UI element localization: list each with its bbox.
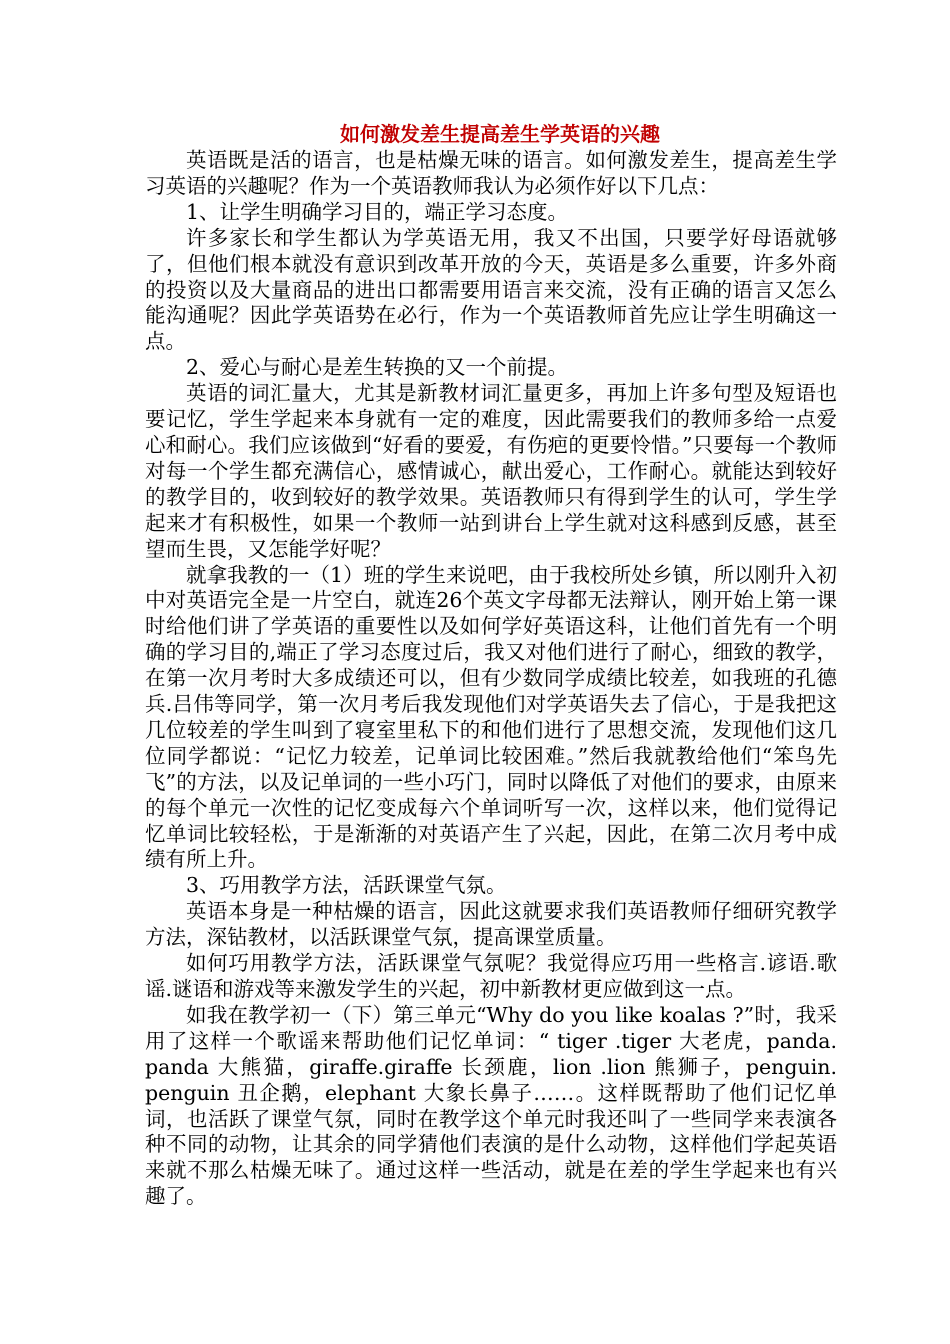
paragraph-point-1: 许多家长和学生都认为学英语无用，我又不出国，只要学好母语就够了，但他们根本就没有意识到改革开放的今天，英语是多么重要，许多外商的投资以及大量商品的进出口都需要用语言来交流，没有正确的语言又怎么能沟通呢？因此学英语势在必行，作为一个英语教师首先应让学生明确这一点。 bbox=[145, 225, 837, 354]
heading-point-1: 1、让学生明确学习目的，端正学习态度。 bbox=[186, 199, 569, 224]
document-body bbox=[145, 120, 837, 1210]
paragraph-song-example: 如我在教学初一（下）第三单元“Why do you like koalas ?”时，我采用了这样一个歌谣来帮助他们记忆单词：“ tiger .tiger 大老虎，panda. panda 大熊猫，giraffe.giraffe 长颈鹿，lion .lion 熊狮子，penguin. penguin 丑企鹅，elephant 大象长鼻子……。这样既帮助了他们记忆单词，也活跃了课堂气氛，同时在教学这个单元时我还叫了一些同学来表演各种不同的动物，让其余的同学猜他们表演的是什么动物，这样他们学起英语来就不那么枯燥无味了。通过这样一些活动，就是在差的学生学起来也有兴趣了。 bbox=[145, 1002, 837, 1209]
paragraph-intro: 英语既是活的语言，也是枯燥无味的语言。如何激发差生，提高差生学习英语的兴趣呢？作为一个英语教师我认为必须作好以下几点： bbox=[145, 148, 837, 198]
document-title: 如何激发差生提高差生学英语的兴趣 bbox=[340, 122, 660, 146]
heading-point-3: 3、巧用教学方法，活跃课堂气氛。 bbox=[186, 873, 507, 898]
paragraph-methods: 如何巧用教学方法，活跃课堂气氛呢？我觉得应巧用一些格言.谚语.歌谣.谜语和游戏等来激发学生的兴起，初中新教材更应做到这一点。 bbox=[145, 951, 837, 1001]
heading-point-2: 2、爱心与耐心是差生转换的又一个前提。 bbox=[186, 355, 569, 380]
paragraph-example-class: 就拿我教的一（1）班的学生来说吧，由于我校所处乡镇，所以刚升入初中对英语完全是一片空白，就连26个英文字母都无法辩认，刚开始上第一课时给他们讲了学英语的重要性以及如何学好英语这科，让他们首先有一个明确的学习目的,端正了学习态度过后，我又对他们进行了耐心，细致的教学，在第一次月考时大多成绩还可以，但有少数同学成绩比较差，如我班的孔德兵.吕伟等同学，第一次月考后我发现他们对学英语失去了信心，于是我把这几位较差的学生叫到了寝室里私下的和他们进行了思想交流，发现他们这几位同学都说：“记忆力较差，记单词比较困难。”然后我就教给他们“笨鸟先飞”的方法，以及记单词的一些小巧门，同时以降低了对他们的要求，由原来的每个单元一次性的记忆变成每六个单词听写一次，这样以来，他们觉得记忆单词比较轻松，于是渐渐的对英语产生了兴起，因此，在第二次月考中成绩有所上升。 bbox=[145, 562, 837, 872]
paragraph-point-2: 英语的词汇量大，尤其是新教材词汇量更多，再加上许多句型及短语也要记忆，学生学起来本身就有一定的难度，因此需要我们的教师多给一点爱心和耐心。我们应该做到“好看的要爱，有伤疤的更要怜惜。”只要每一个教师对每一个学生都充满信心，感情诚心，献出爱心，工作耐心。就能达到较好的教学目的，收到较好的教学效果。英语教师只有得到学生的认可，学生学起来才有积极性，如果一个教师一站到讲台上学生就对这科感到反感，甚至望而生畏，又怎能学好呢？ bbox=[145, 381, 837, 561]
paragraph-point-3: 英语本身是一种枯燥的语言，因此这就要求我们英语教师仔细研究教学方法，深钻教材，以活跃课堂气氛，提高课堂质量。 bbox=[145, 899, 837, 950]
